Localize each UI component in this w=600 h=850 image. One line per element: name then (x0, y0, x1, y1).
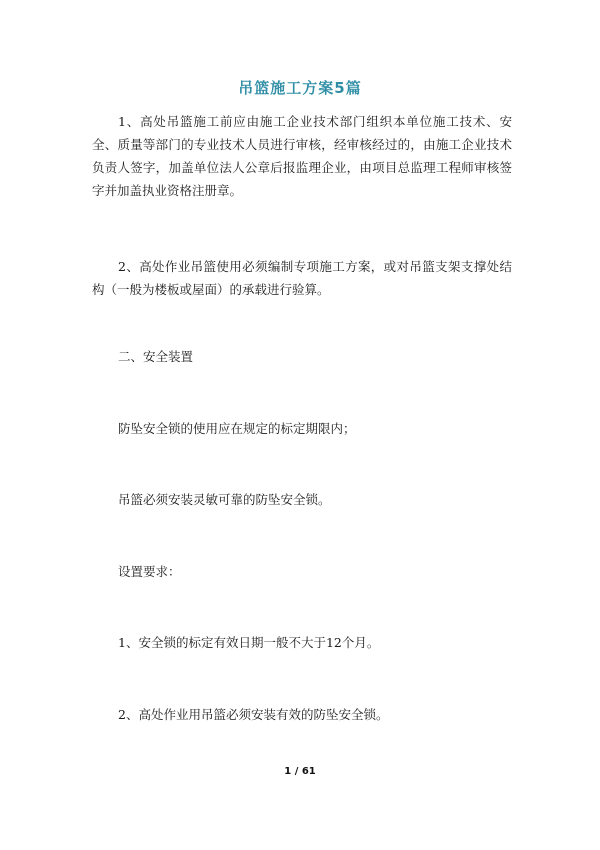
paragraph-2: 2、高处作业吊篮使用必须编制专项施工方案，或对吊篮支架支撑处结构（一般为楼板或屋面）的承载进行验算。 (92, 259, 512, 297)
text-line: 设置要求： (118, 564, 181, 579)
text-line: 2、高处作业用吊篮必须安装有效的防坠安全锁。 (118, 707, 389, 722)
text-line: 防坠安全锁的使用应在规定的标定期限内； (118, 421, 356, 436)
paragraph-1: 1、高处吊篮施工前应由施工企业技术部门组织本单位施工技术、安全、质量等部门的专业技术人员进行审核，经审核经过的，由施工企业技术负责人签字，加盖单位法人公章后报监理企业，由项目总监理工程师审核签字并加盖执业资格注册章。 (92, 114, 512, 198)
text-line: 1、安全锁的标定有效日期一般不大于12个月。 (118, 635, 380, 650)
page-number: 1 / 61 (284, 766, 316, 777)
document-title: 吊篮施工方案5篇 (238, 79, 362, 97)
section-heading-safety-devices: 二、安全装置 (118, 349, 194, 364)
text-line: 吊篮必须安装灵敏可靠的防坠安全锁。 (118, 492, 331, 507)
